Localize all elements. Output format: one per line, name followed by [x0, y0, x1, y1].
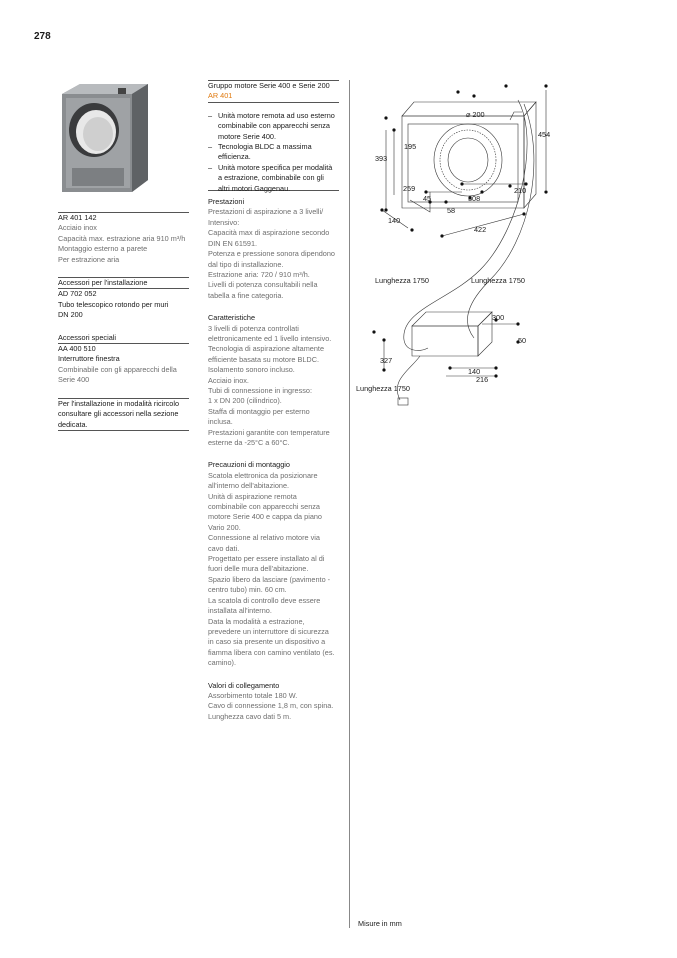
dim-label: 454	[538, 130, 551, 139]
spec-line: Prestazioni di aspirazione a 3 livelli/	[208, 207, 324, 217]
product-line: Per estrazione aria	[58, 254, 120, 264]
spec-line: efficiente basata su motore BLDC.	[208, 354, 319, 364]
dim-label: 140	[468, 367, 481, 376]
spec-line: DIN EN 61591.	[208, 238, 258, 248]
dim-label: 308	[468, 194, 481, 203]
dim-label: 58	[447, 206, 456, 215]
installation-accessories-heading: Accessori per l'installazione	[58, 278, 148, 288]
cable-length-label: Lunghezza 1750	[356, 384, 410, 393]
spec-line: 1 x DN 200 (cilindrico).	[208, 396, 282, 406]
note-line: dedicata.	[58, 419, 88, 429]
spec-line: La scatola di controllo deve essere	[208, 595, 321, 605]
section-title	[208, 80, 339, 102]
cable-length-label: Lunghezza 1750	[471, 276, 525, 285]
spec-line: inclusa.	[208, 417, 233, 427]
spec-line: motore Serie 400 e cappa da piano	[208, 512, 322, 522]
dim-label: 259	[403, 184, 416, 193]
dim-label: 327	[380, 356, 393, 365]
spec-sections	[208, 197, 339, 722]
feature-item: – Tecnologia BLDC a massima efficienza.	[208, 142, 339, 163]
spec-line: in caso sia presente un dispositivo a	[208, 637, 326, 647]
spec-line: fuori delle mura dell'abitazione.	[208, 564, 309, 574]
spec-line: fiamma libera con camino ventilato (es.	[208, 647, 335, 657]
spec-line: Capacità max di aspirazione secondo	[208, 228, 330, 238]
dim-label: 50	[518, 336, 527, 345]
spec-line: 3 livelli di potenza controllati	[208, 323, 299, 333]
spec-section	[208, 681, 339, 723]
spec-line: Isolamento sonoro incluso.	[208, 365, 295, 375]
spec-line: Connessione al relativo motore via	[208, 533, 320, 543]
spec-line: Spazio libero da lasciare (pavimento -	[208, 574, 331, 584]
cable-length-label: Lunghezza 1750	[375, 276, 429, 285]
dim-diameter: ⌀ 200	[466, 110, 485, 119]
spec-line: Staffa di montaggio per esterno	[208, 406, 310, 416]
spec-section	[208, 460, 339, 668]
spec-line: Cavo di connessione 1,8 m, con spina.	[208, 701, 334, 711]
spec-section	[208, 197, 339, 301]
installation-accessory-desc: Tubo telescopico rotondo per muri	[58, 299, 169, 309]
spec-line: Tecnologia di aspirazione altamente	[208, 344, 325, 354]
measure-note: Misure in mm	[358, 919, 402, 928]
spec-line: centro tubo) min. 60 cm.	[208, 585, 287, 595]
product-photo	[58, 80, 154, 196]
special-accessory-name: Interruttore finestra	[58, 354, 120, 364]
spec-line: tabella a fine categoria.	[208, 290, 284, 300]
dim-label: 422	[474, 225, 487, 234]
recirculation-note	[58, 398, 189, 431]
feature-item: – Unità motore specifica per modalità a estrazione, combinabile con gli altri motori Gaggenau.	[208, 163, 339, 194]
spec-section-heading: Precauzioni di montaggio	[208, 460, 290, 470]
spec-line: Lunghezza cavo dati 5 m.	[208, 711, 292, 721]
spec-line: dal tipo di installazione.	[208, 259, 284, 269]
special-accessory-desc: Combinabile con gli apparecchi della	[58, 364, 177, 374]
spec-line: Unità di aspirazione remota	[208, 491, 297, 501]
spec-line: Assorbimento totale 180 W.	[208, 690, 298, 700]
special-accessories-heading: Accessori speciali	[58, 332, 116, 342]
spec-line: Acciaio inox.	[208, 375, 249, 385]
special-accessory-code: AA 400 510	[58, 344, 96, 354]
spec-line: Prestazioni garantite con temperature	[208, 427, 330, 437]
spec-section-heading: Valori di collegamento	[208, 680, 280, 690]
group-code: AR 401	[208, 91, 233, 101]
spec-line: esterne da -25°C a 60°C.	[208, 438, 290, 447]
product-line: Montaggio esterno a parete	[58, 244, 148, 254]
spec-line: Tubi di connessione in ingresso:	[208, 385, 312, 395]
spec-line: Progettato per essere installato al di	[208, 554, 325, 564]
installation-accessories-block	[58, 277, 189, 321]
spec-line: camino).	[208, 658, 236, 668]
spec-line: Potenza e pressione sonora dipendono	[208, 249, 335, 259]
dim-label: 210	[514, 186, 527, 195]
dim-label: 216	[476, 375, 489, 384]
installation-accessory-desc: DN 200	[58, 310, 83, 320]
spec-line: Livelli di potenza consultabili nella	[208, 280, 318, 290]
dim-label: 45	[423, 194, 432, 203]
dim-label: 300	[492, 313, 505, 322]
product-code: AR 401 142	[58, 213, 97, 222]
feature-item: – Unità motore remota ad uso esterno combinabile con apparecchi senza motore Serie 400.	[208, 111, 339, 142]
dim-label: 393	[375, 154, 388, 163]
group-title: Gruppo motore Serie 400 e Serie 200	[208, 81, 330, 90]
technical-drawing	[350, 80, 560, 420]
note-line: consultare gli accessori nella sezione	[58, 409, 179, 419]
spec-line: elettronicamente ed 1 livello intensivo.	[208, 333, 332, 343]
spec-line: installata all'interno.	[208, 606, 272, 616]
spec-line: Intensivo:	[208, 217, 240, 227]
special-accessories-block	[58, 333, 189, 386]
note-line: Per l'installazione in modalità ricircolo	[58, 398, 180, 408]
spec-line: Data la modalità a estrazione,	[208, 616, 305, 626]
spec-line: Scatola elettronica da posizionare	[208, 470, 318, 480]
installation-accessory-code: AD 702 052	[58, 289, 97, 299]
special-accessory-desc: Serie 400	[58, 375, 90, 385]
spec-line: combinabile con apparecchi senza	[208, 502, 320, 512]
spec-section	[208, 313, 339, 448]
spec-line: Vario 200.	[208, 522, 241, 532]
spec-line: Estrazione aria: 720 / 910 m³/h.	[208, 269, 310, 279]
page-number: 278	[34, 31, 51, 42]
spec-line: cavo dati.	[208, 543, 240, 553]
spec-section-heading: Caratteristiche	[208, 313, 256, 323]
spec-line: prevedere un interruttore di sicurezza	[208, 626, 329, 636]
dim-label: 140	[388, 216, 401, 225]
spec-line: all'interno dell'abitazione.	[208, 481, 290, 491]
dim-label: 195	[404, 142, 417, 151]
feature-list	[208, 111, 339, 194]
product-line: Acciaio inox	[58, 223, 97, 233]
spec-section-heading: Prestazioni	[208, 197, 245, 207]
product-line: Capacità max. estrazione aria 910 m³/h	[58, 233, 186, 243]
product-block	[58, 212, 189, 265]
